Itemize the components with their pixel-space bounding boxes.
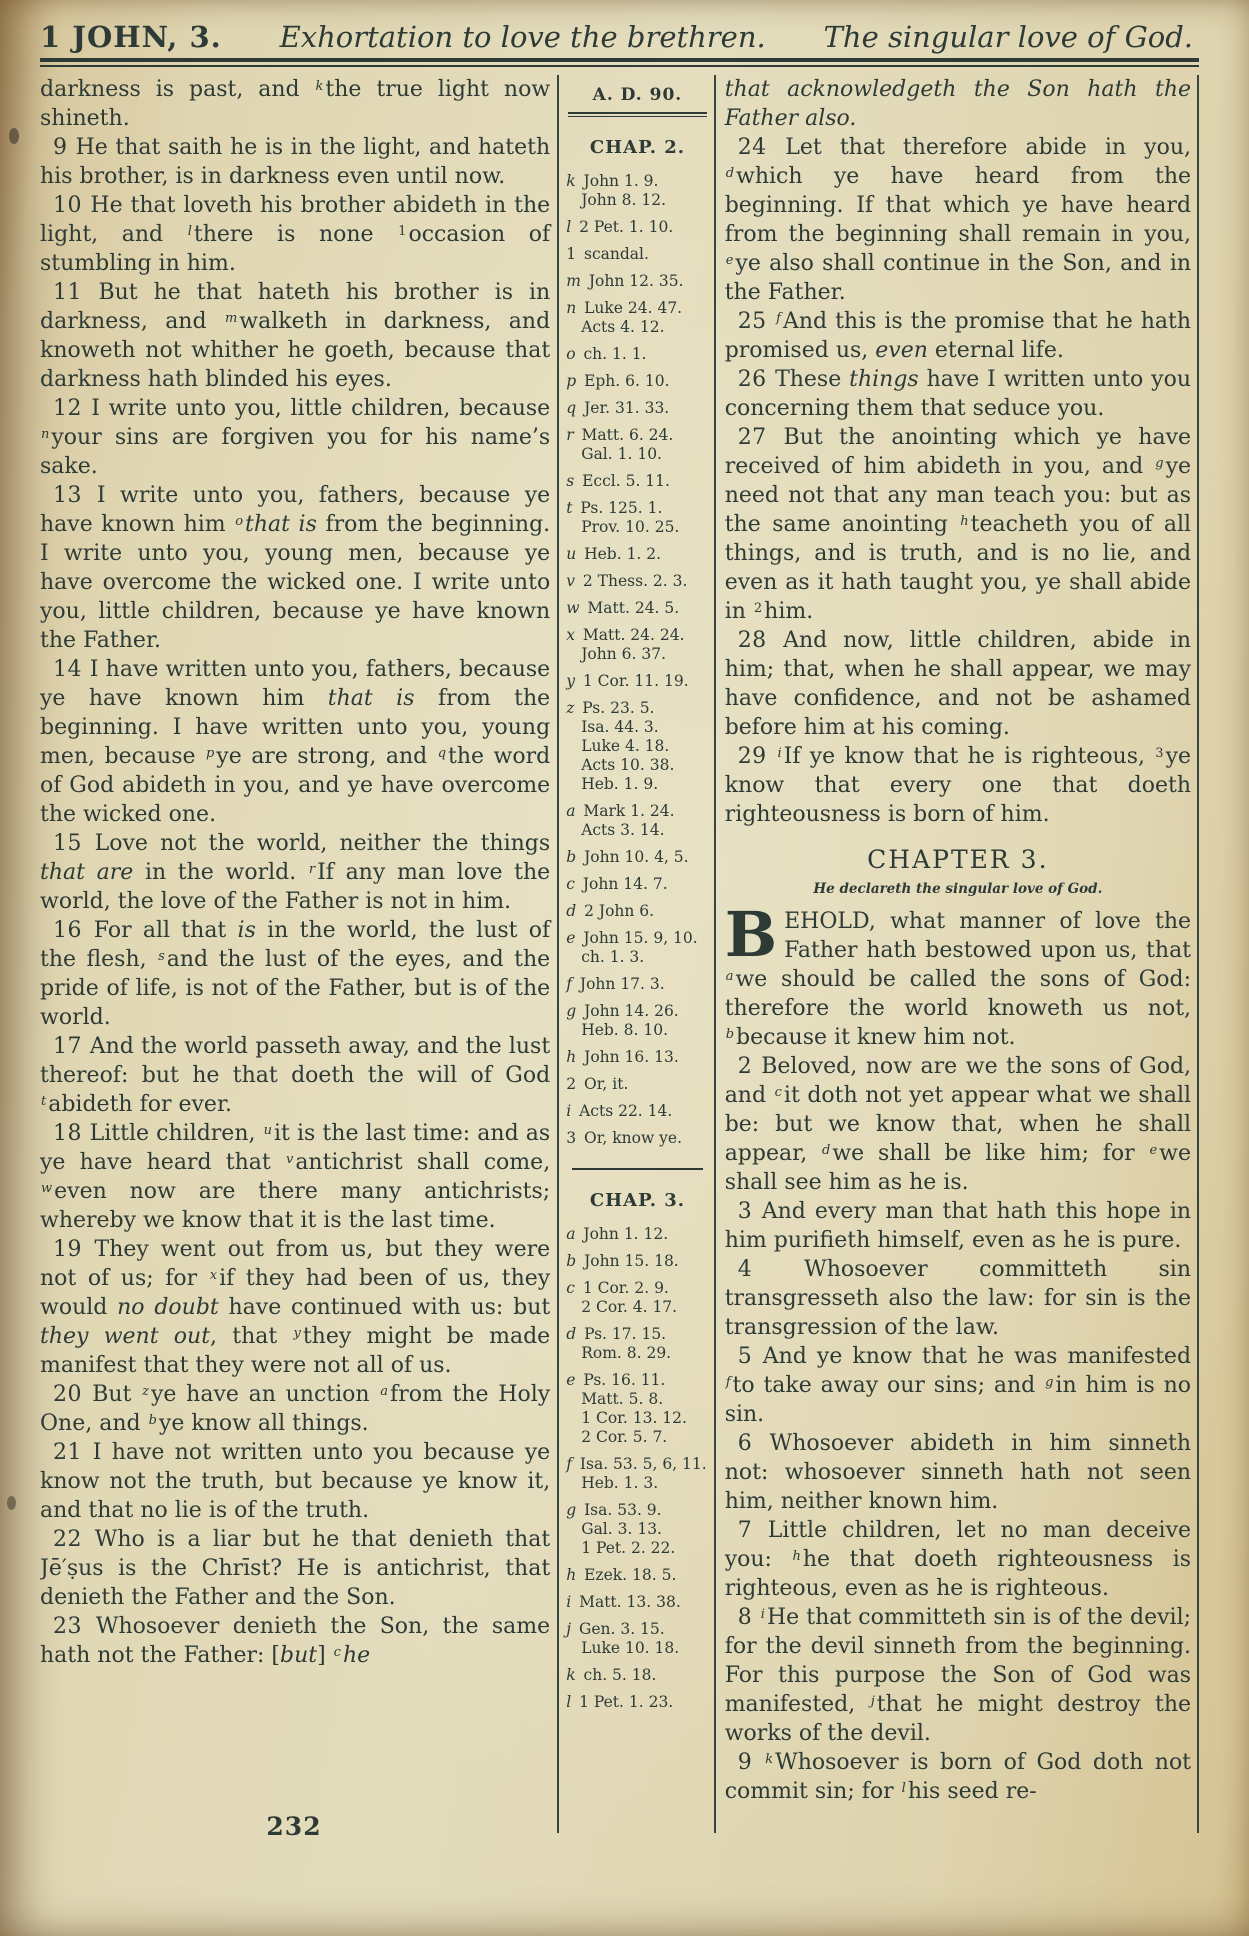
verse-8: 8 $^i$He that committeth sin is of the devil; for the devil sinneth from the beginning. For this purpose the Son of God was manifested, $^j$that he might destroy the works of the devil. [724, 1605, 1192, 1746]
chap-2-references [566, 172, 709, 1148]
ink-speck [7, 1496, 16, 1510]
verse-number: 20 [53, 1382, 93, 1407]
reference-letter: h [566, 1048, 577, 1066]
page-number: 232 [266, 1812, 322, 1841]
verse-number: 3 [737, 1199, 762, 1224]
right-text-column [716, 75, 1197, 1833]
verse-28: 28 And now, little children, abide in him; that, when he shall appear, we may have confidence, and not be ashamed before him at his coming. [724, 628, 1192, 740]
ink-speck [9, 128, 19, 144]
verse-1-dropcap: BEHOLD, what manner of love the Father hath bestowed upon us, that $^a$we should be called the sons of God: therefore the world knoweth us not, $^b$because it knew him not. [724, 898, 1192, 1050]
margin-ref-mark: y [293, 1326, 301, 1341]
margin-reference-column [559, 75, 714, 1833]
reference-letter: i [566, 1102, 572, 1120]
reference-letter: l [566, 1693, 572, 1711]
verse-number: 9 [737, 1750, 765, 1775]
verse-number: 26 [737, 367, 776, 392]
margin-ref-mark: g [1045, 1375, 1054, 1390]
cross-reference: g John 14. 26. Heb. 8. 10. [566, 1002, 679, 1039]
reference-letter: h [566, 1566, 577, 1584]
page-header [40, 16, 1199, 54]
reference-letter: d [566, 902, 577, 920]
reference-letter: a [566, 1225, 576, 1243]
reference-letter: z [566, 699, 575, 717]
margin-ref-mark: k [315, 79, 324, 94]
reference-letter: b [566, 848, 577, 866]
cross-reference: v 2 Thess. 2. 3. [566, 572, 688, 590]
verse-22: 22 Who is a liar but he that denieth that Jē′ṣus is the Chrīst? He is antichrist, that denieth the Father and the Son. [40, 1527, 551, 1610]
cross-reference: 2 Or, it. [566, 1075, 629, 1093]
margin-ref-mark: m [224, 311, 238, 326]
verse-number: 28 [737, 628, 784, 653]
reference-letter: i [566, 1593, 572, 1611]
reference-letter: l [566, 218, 572, 236]
reference-letter: k [566, 1666, 576, 1684]
verse-number: 27 [737, 425, 784, 450]
margin-ref-mark: a [380, 1384, 389, 1399]
reference-letter: f [566, 975, 572, 993]
book-chapter-ref: 1 JOHN, 3. [40, 20, 222, 54]
running-title-left: Exhortation to love the brethren. [279, 20, 766, 54]
cross-reference: k John 1. 9. John 8. 12. [566, 172, 666, 209]
verse-15: 15 Love not the world, neither the things that are in the world. $^r$If any man love the world, the love of the Father is not in him. [40, 831, 551, 914]
cross-reference: c John 14. 7. [566, 875, 668, 893]
cross-reference: j Gen. 3. 15. Luke 10. 18. [566, 1620, 680, 1657]
reference-letter: e [566, 929, 576, 947]
margin-ref-mark: e [725, 253, 734, 268]
text-columns [40, 75, 1199, 1833]
cross-reference: o ch. 1. 1. [566, 345, 647, 363]
margin-ref-mark: f [776, 311, 781, 326]
margin-ref-mark: p [205, 746, 215, 761]
reference-letter: o [566, 345, 576, 363]
reference-letter: t [566, 499, 573, 517]
running-title-right: The singular love of God. [823, 20, 1193, 54]
verse-number: 15 [53, 831, 95, 856]
chap-3-label: CHAP. 3. [589, 1190, 686, 1211]
reference-letter: g [566, 1002, 577, 1020]
cross-reference: y 1 Cor. 11. 19. [566, 672, 689, 690]
header-rule [40, 58, 1199, 67]
verse-25: 25 $^f$And this is the promise that he hath promised us, even eternal life. [724, 309, 1192, 363]
verse-13: 13 I write unto you, fathers, because ye have known him $^o$that is from the beginning. I write unto you, young men, because ye have overcome the wicked one. I write unto you, little children, because ye have known the Father. [40, 483, 551, 653]
cross-reference: b John 10. 4, 5. [566, 848, 689, 866]
verse-number: 16 [53, 918, 94, 943]
reference-letter: u [566, 545, 577, 563]
verse-number: 12 [53, 396, 92, 421]
margin-ref-mark: k [765, 1752, 774, 1767]
margin-ref-mark: i [777, 746, 782, 761]
cross-reference: q Jer. 31. 33. [566, 399, 670, 417]
verse-4: 4 Whosoever committeth sin transgresseth also the law: for sin is the transgression of the law. [724, 1257, 1192, 1340]
verse-18: 18 Little children, $^u$it is the last time: and as ye have heard that $^v$antichrist shall come, $^w$even now are there many antichrists; whereby we know that it is the last time. [40, 1121, 551, 1233]
verse-number: 19 [53, 1237, 95, 1262]
margin-ref-mark: j [870, 1694, 875, 1709]
verse-number: 13 [53, 483, 97, 508]
margin-ref-mark: u [263, 1123, 272, 1138]
reference-divider [572, 1168, 703, 1170]
verse-27: 27 But the anointing which ye have received of him abideth in you, and $^g$ye need not that any man teach you: but as the same anointing $^h$teacheth you of all things, and is truth, and is no lie, and even as it hath taught you, ye shall abide in $^2$him. [724, 425, 1192, 624]
margin-ref-mark: c [774, 1085, 782, 1100]
margin-ref-mark: t [41, 1094, 47, 1109]
reference-letter: a [566, 802, 576, 820]
cross-reference: f Isa. 53. 5, 6, 11. Heb. 1. 3. [566, 1455, 707, 1492]
margin-ref-mark: 1 [398, 224, 407, 239]
margin-ref-mark: n [41, 427, 50, 442]
chapter-subtitle: He declareth the singular love of God. [813, 881, 1103, 897]
margin-ref-mark: z [142, 1384, 149, 1399]
margin-ref-mark: 2 [753, 601, 763, 616]
verse-24: 24 Let that therefore abide in you, $^d$which ye have heard from the beginning. If that which ye have heard from the beginning shall remain in you, $^e$ye also shall continue in the Son, and in the Father. [724, 135, 1192, 305]
cross-reference: l 1 Pet. 1. 23. [566, 1693, 674, 1711]
reference-letter: 3 [566, 1129, 577, 1147]
cross-reference: f John 17. 3. [566, 975, 665, 993]
verse-5: 5 And ye know that he was manifested $^f$to take away our sins; and $^g$in him is no sin. [724, 1344, 1192, 1427]
verse-number: 21 [53, 1440, 93, 1465]
verse-number: 8 [737, 1605, 760, 1630]
reference-letter: x [566, 626, 575, 644]
verse-number: 17 [53, 1034, 90, 1059]
verse-number: 6 [737, 1431, 770, 1456]
reference-letter: d [566, 1325, 577, 1343]
chap-2-label: CHAP. 2. [589, 137, 686, 158]
reference-letter: y [566, 672, 575, 690]
margin-ref-mark: o [235, 514, 244, 529]
reference-letter: m [566, 272, 581, 290]
verse-20: 20 But $^z$ye have an unction $^a$from the Holy One, and $^b$ye know all things. [40, 1382, 551, 1436]
verse-16: 16 For all that is in the world, the lust of the flesh, $^s$and the lust of the eyes, and the pride of life, is not of the Father, but is of the world. [40, 918, 551, 1030]
verse-number: 23 [53, 1614, 96, 1639]
verse-number: 25 [737, 309, 776, 334]
verse-number: 10 [53, 193, 91, 218]
reference-letter: e [566, 1371, 576, 1389]
date-rule [568, 112, 707, 117]
cross-reference: a John 1. 12. [566, 1225, 669, 1243]
reference-letter: s [566, 472, 575, 490]
margin-ref-mark: a [725, 969, 734, 984]
margin-ref-mark: h [960, 514, 969, 529]
margin-ref-mark: h [792, 1549, 801, 1564]
verse-26: 26 These things have I written unto you concerning them that seduce you. [724, 367, 1192, 421]
left-text-column [40, 75, 557, 1833]
chapter-heading [725, 845, 1191, 897]
verse-number: 29 [737, 744, 777, 769]
margin-ref-mark: b [148, 1413, 157, 1428]
cross-reference: g Isa. 53. 9. Gal. 3. 13. 1 Pet. 2. 22. [566, 1501, 676, 1557]
verse-23: 23 Whosoever denieth the Son, the same hath not the Father: [but] $^c$he [40, 1614, 551, 1668]
reference-letter: n [566, 299, 577, 317]
reference-letter: p [566, 372, 577, 390]
cross-reference: l 2 Pet. 1. 10. [566, 218, 674, 236]
cross-reference: k ch. 5. 18. [566, 1666, 657, 1684]
cross-reference: i Matt. 13. 38. [566, 1593, 681, 1611]
verse-9: 9 He that saith he is in the light, and hateth his brother, is in darkness even until now. [40, 135, 551, 189]
verse-11: 11 But he that hateth his brother is in darkness, and $^m$walketh in darkness, and knoweth not whither he goeth, because that darkness hath blinded his eyes. [40, 280, 551, 392]
reference-letter: v [566, 572, 575, 590]
verse-9: 9 $^k$Whosoever is born of God doth not commit sin; for $^l$his seed re- [724, 1750, 1192, 1804]
margin-ref-mark: c [333, 1645, 341, 1660]
verse-7: 7 Little children, let no man deceive you: $^h$he that doeth righteousness is righteous, even as he is righteous. [724, 1518, 1192, 1601]
verse-17: 17 And the world passeth away, and the lust thereof: but he that doeth the will of God $^t$abideth for ever. [40, 1034, 551, 1117]
verse-number: 4 [737, 1257, 805, 1282]
verse-number: 24 [737, 135, 786, 160]
margin-ref-mark: f [725, 1375, 731, 1390]
cross-reference: b John 15. 18. [566, 1252, 679, 1270]
cross-reference: s Eccl. 5. 11. [566, 472, 670, 490]
reference-letter: 2 [566, 1075, 577, 1093]
cross-reference: n Luke 24. 47. Acts 4. 12. [566, 299, 683, 336]
cross-reference: a Mark 1. 24. Acts 3. 14. [566, 802, 675, 839]
margin-ref-mark: g [1155, 456, 1164, 471]
cross-reference: z Ps. 23. 5. Isa. 44. 3. Luke 4. 18. Acts 10. 38. Heb. 1. 9. [566, 699, 675, 793]
margin-ref-mark: r [308, 862, 316, 877]
verse-19: 19 They went out from us, but they were not of us; for $^x$if they had been of us, they would no doubt have continued with us: but they went out, that $^y$they might be made manifest that they were not all of us. [40, 1237, 551, 1378]
reference-letter: j [566, 1620, 571, 1638]
date-annotation: A. D. 90. [592, 85, 683, 105]
margin-ref-mark: w [41, 1181, 53, 1196]
drop-cap: B [724, 898, 778, 971]
cross-reference: c 1 Cor. 2. 9. 2 Cor. 4. 17. [566, 1279, 678, 1316]
reference-letter: k [566, 172, 576, 190]
column-rule [1197, 75, 1199, 1833]
verse-6: 6 Whosoever abideth in him sinneth not: whosoever sinneth hath not seen him, neither known him. [724, 1431, 1192, 1514]
cross-reference: e Ps. 16. 11. Matt. 5. 8. 1 Cor. 13. 12. 2 Cor. 5. 7. [566, 1371, 687, 1446]
verse-29: 29 $^i$If ye know that he is righteous, $^3$ye know that every one that doeth righteousness is born of him. [724, 744, 1192, 827]
cross-reference: e John 15. 9, 10. ch. 1. 3. [566, 929, 698, 966]
margin-ref-mark: e [1149, 1143, 1158, 1158]
cross-reference: 1 scandal. [566, 245, 649, 263]
reference-letter: q [566, 399, 577, 417]
verse-2: 2 Beloved, now are we the sons of God, and $^c$it doth not yet appear what we shall be: but we know that, when he shall appear, $^d$we shall be like him; for $^e$we shall see him as he is. [724, 1054, 1192, 1195]
reference-letter: g [566, 1501, 577, 1519]
cross-reference: x Matt. 24. 24. John 6. 37. [566, 626, 685, 663]
verse-number: 14 [53, 657, 90, 682]
verse-number: 9 [53, 135, 76, 160]
margin-ref-mark: q [437, 746, 447, 761]
cross-reference: d Ps. 17. 15. Rom. 8. 29. [566, 1325, 672, 1362]
verse-number: 11 [53, 280, 99, 305]
cross-reference: u Heb. 1. 2. [566, 545, 662, 563]
cross-reference: h Ezek. 18. 5. [566, 1566, 677, 1584]
margin-ref-mark: d [822, 1143, 831, 1158]
reference-letter: 1 [566, 245, 577, 263]
verse-continuation: darkness is past, and $^k$the true light now shineth. [40, 77, 551, 131]
cross-reference: w Matt. 24. 5. [566, 599, 680, 617]
cross-reference: i Acts 22. 14. [566, 1102, 673, 1120]
cross-reference: 3 Or, know ye. [566, 1129, 683, 1147]
reference-letter: b [566, 1252, 577, 1270]
margin-ref-mark: d [725, 166, 735, 181]
margin-ref-mark: i [760, 1607, 765, 1622]
verse-number: 7 [737, 1518, 768, 1543]
margin-ref-mark: l [901, 1781, 906, 1796]
verse-21: 21 I have not written unto you because ye know not the truth, but because ye know it, and that no lie is of the truth. [40, 1440, 551, 1523]
reference-letter: r [566, 426, 574, 444]
verse-3: 3 And every man that hath this hope in him purifieth himself, even as he is pure. [724, 1199, 1192, 1253]
reference-letter: f [566, 1455, 572, 1473]
chapter-title: CHAPTER 3. [867, 845, 1049, 874]
verse-14: 14 I have written unto you, fathers, because ye have known him that is from the beginning. I have written unto you, young men, because $^p$ye are strong, and $^q$the word of God abideth in you, and ye have overcome the wicked one. [40, 657, 551, 827]
margin-ref-mark: b [725, 1027, 735, 1042]
reference-letter: c [566, 875, 575, 893]
verse-12: 12 I write unto you, little children, because $^n$your sins are forgiven you for his name’s sake. [40, 396, 551, 479]
verse-continuation: that acknowledgeth the Son hath the Father also. [724, 77, 1192, 131]
margin-ref-mark: l [187, 224, 192, 239]
margin-ref-mark: v [285, 1152, 294, 1167]
verse-10: 10 He that loveth his brother abideth in the light, and $^l$there is none $^1$occasion of stumbling in him. [40, 193, 551, 276]
cross-reference: m John 12. 35. [566, 272, 684, 290]
margin-ref-mark: 3 [1155, 746, 1164, 761]
cross-reference: p Eph. 6. 10. [566, 372, 670, 390]
verse-number: 5 [737, 1344, 763, 1369]
margin-ref-mark: s [158, 949, 165, 964]
cross-reference: d 2 John 6. [566, 902, 655, 920]
reference-letter: w [566, 599, 580, 617]
margin-ref-mark: x [209, 1268, 218, 1283]
verse-number: 18 [53, 1121, 90, 1146]
cross-reference: h John 16. 13. [566, 1048, 679, 1066]
verse-number: 22 [53, 1527, 95, 1552]
cross-reference: r Matt. 6. 24. Gal. 1. 10. [566, 426, 674, 463]
chap-3-references [566, 1225, 709, 1712]
reference-letter: c [566, 1279, 575, 1297]
verse-number: 2 [737, 1054, 762, 1079]
cross-reference: t Ps. 125. 1. Prov. 10. 25. [566, 499, 680, 536]
